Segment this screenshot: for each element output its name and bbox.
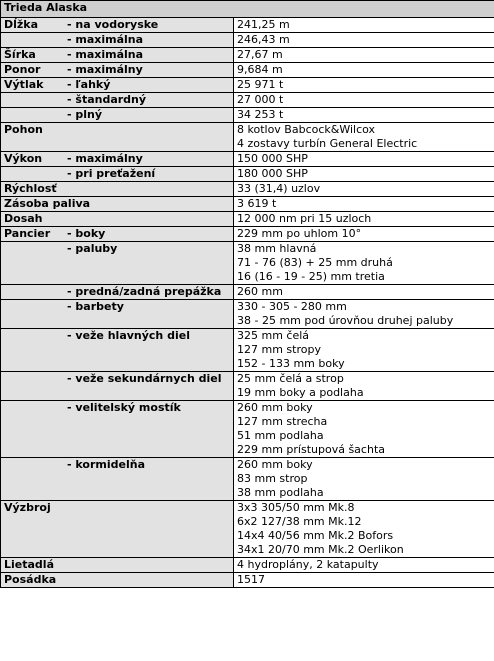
row-main-label: Dĺžka [4,18,39,31]
row-main-label [4,329,62,343]
row-main-label [4,108,62,122]
row-value: 4 hydroplány, 2 katapulty [237,558,379,571]
row-label [4,152,230,166]
row-label-cell [1,285,234,300]
row-label-cell [1,167,234,182]
row-value: 260 mm boky [237,458,313,471]
table-body [1,18,494,588]
table-header-row [1,1,494,18]
row-label [4,108,230,122]
table-row [1,197,494,212]
row-sub-label: - veže hlavných diel [67,329,190,342]
row-value: 12 000 nm pri 15 uzloch [237,212,372,225]
row-label [4,458,230,472]
row-value: 127 mm stropy [237,343,321,356]
row-value: 34 253 t [237,108,284,121]
row-sub-label: - plný [67,108,103,121]
row-value: 260 mm boky [237,401,313,414]
row-label-cell [1,573,234,588]
table-title: Trieda Alaska [1,1,494,18]
row-label-cell [1,197,234,212]
row-label [4,227,230,241]
row-value-cell [234,152,494,167]
row-value-cell [234,63,494,78]
row-main-label: Šírka [4,48,36,61]
table-row [1,18,494,33]
row-label-cell [1,33,234,48]
table-row [1,227,494,242]
row-value-cell [234,329,494,372]
row-value: 150 000 SHP [237,152,308,165]
row-label [4,182,230,196]
row-value: 3 619 t [237,197,277,210]
row-main-label: Výtlak [4,78,44,91]
row-value: 4 zostavy turbín General Electric [237,137,418,150]
row-main-label: Ponor [4,63,41,76]
row-label [4,242,230,256]
row-value: 38 mm podlaha [237,486,324,499]
row-sub-label: - maximálny [67,152,143,165]
row-label [4,501,230,515]
row-label [4,558,230,572]
row-value-cell [234,285,494,300]
row-label [4,212,230,226]
row-label [4,573,230,587]
row-value: 330 - 305 - 280 mm [237,300,347,313]
row-main-label [4,300,62,314]
table-row [1,167,494,182]
row-value: 71 - 76 (83) + 25 mm druhá [237,256,393,269]
row-sub-label: - maximálny [67,63,143,76]
table-row [1,63,494,78]
row-value: 83 mm strop [237,472,308,485]
row-main-label [4,167,62,181]
row-sub-label: - ľahký [67,78,111,91]
row-label-cell [1,458,234,501]
row-value: 38 mm hlavná [237,242,317,255]
row-label-cell [1,227,234,242]
row-value-cell [234,93,494,108]
row-sub-label: - boky [67,227,106,240]
table-row [1,372,494,401]
row-label-cell [1,93,234,108]
row-value: 25 971 t [237,78,284,91]
table-row [1,501,494,558]
row-value-cell [234,401,494,458]
row-value: 180 000 SHP [237,167,308,180]
row-label-cell [1,123,234,152]
row-label-cell [1,329,234,372]
row-value-cell [234,242,494,285]
row-value: 325 mm čelá [237,329,310,342]
row-value: 9,684 m [237,63,283,76]
table-row [1,152,494,167]
row-label [4,167,230,181]
row-main-label: Výzbroj [4,501,51,514]
row-value: 246,43 m [237,33,290,46]
row-label [4,33,230,47]
row-main-label [4,93,62,107]
row-value: 14x4 40/56 mm Mk.2 Bofors [237,529,394,542]
row-sub-label: - barbety [67,300,124,313]
table-row [1,285,494,300]
row-main-label [4,242,62,256]
row-label-cell [1,108,234,123]
row-label [4,63,230,77]
table-row [1,212,494,227]
row-main-label: Dosah [4,212,43,225]
row-sub-label: - paluby [67,242,118,255]
row-main-label [4,401,62,415]
row-value-cell [234,182,494,197]
row-main-label: Pancier [4,227,51,240]
row-value-cell [234,167,494,182]
row-value: 38 - 25 mm pod úrovňou druhej paluby [237,314,454,327]
row-label-cell [1,501,234,558]
table-row [1,33,494,48]
row-value-cell [234,558,494,573]
row-main-label: Posádka [4,573,57,586]
row-value: 152 - 133 mm boky [237,357,345,370]
row-sub-label: - kormidelňa [67,458,145,471]
table-row [1,123,494,152]
row-value: 33 (31,4) uzlov [237,182,321,195]
row-value: 241,25 m [237,18,290,31]
row-label [4,197,230,211]
row-label-cell [1,558,234,573]
row-value-cell [234,197,494,212]
row-label [4,93,230,107]
table-row [1,558,494,573]
row-label [4,372,230,386]
row-label-cell [1,300,234,329]
row-label-cell [1,242,234,285]
row-label [4,329,230,343]
row-value: 27 000 t [237,93,284,106]
row-value-cell [234,501,494,558]
row-main-label: Výkon [4,152,43,165]
row-value: 16 (16 - 19 - 25) mm tretia [237,270,385,283]
row-value-cell [234,18,494,33]
row-label [4,401,230,415]
table-row [1,401,494,458]
row-label-cell [1,212,234,227]
row-value-cell [234,33,494,48]
row-label-cell [1,78,234,93]
table-row [1,78,494,93]
row-main-label: Rýchlosť [4,182,57,195]
table-row [1,573,494,588]
row-label [4,18,230,32]
row-sub-label: - maximálna [67,48,144,61]
table-row [1,329,494,372]
row-value-cell [234,212,494,227]
row-label [4,78,230,92]
table-row [1,242,494,285]
row-label-cell [1,401,234,458]
row-value: 51 mm podlaha [237,429,324,442]
row-value-cell [234,123,494,152]
row-value: 27,67 m [237,48,283,61]
row-label-cell [1,63,234,78]
row-main-label [4,372,62,386]
row-main-label [4,285,62,299]
row-value-cell [234,227,494,242]
row-value-cell [234,48,494,63]
row-main-label: Zásoba paliva [4,197,91,210]
table-row [1,48,494,63]
row-sub-label: - štandardný [67,93,147,106]
row-label-cell [1,48,234,63]
row-main-label: Pohon [4,123,43,136]
row-value: 260 mm [237,285,283,298]
row-value-cell [234,573,494,588]
row-label-cell [1,18,234,33]
row-value: 229 mm po uhlom 10° [237,227,362,240]
row-sub-label: - velitelský mostík [67,401,181,414]
row-label [4,123,230,137]
row-value: 229 mm prístupová šachta [237,443,386,456]
row-sub-label: - maximálna [67,33,144,46]
row-sub-label: - predná/zadná prepážka [67,285,222,298]
table-row [1,300,494,329]
row-label [4,300,230,314]
table-row [1,93,494,108]
row-label-cell [1,182,234,197]
row-label-cell [1,372,234,401]
row-main-label: Lietadlá [4,558,54,571]
row-main-label [4,458,62,472]
row-sub-label: - veže sekundárnych diel [67,372,222,385]
row-value: 127 mm strecha [237,415,328,428]
row-value: 19 mm boky a podlaha [237,386,364,399]
row-sub-label: - pri preťažení [67,167,156,180]
row-value-cell [234,300,494,329]
row-value-cell [234,372,494,401]
table-row [1,108,494,123]
row-value-cell [234,108,494,123]
row-main-label [4,33,62,47]
row-label [4,48,230,62]
row-label [4,285,230,299]
table-row [1,458,494,501]
table-row [1,182,494,197]
row-value: 6x2 127/38 mm Mk.12 [237,515,362,528]
row-value: 8 kotlov Babcock&Wilcox [237,123,376,136]
row-value-cell [234,458,494,501]
row-value-cell [234,78,494,93]
row-sub-label: - na vodoryske [67,18,159,31]
row-value: 25 mm čelá a strop [237,372,344,385]
row-value: 34x1 20/70 mm Mk.2 Oerlikon [237,543,404,556]
row-value: 3x3 305/50 mm Mk.8 [237,501,355,514]
row-value: 1517 [237,573,265,586]
row-label-cell [1,152,234,167]
